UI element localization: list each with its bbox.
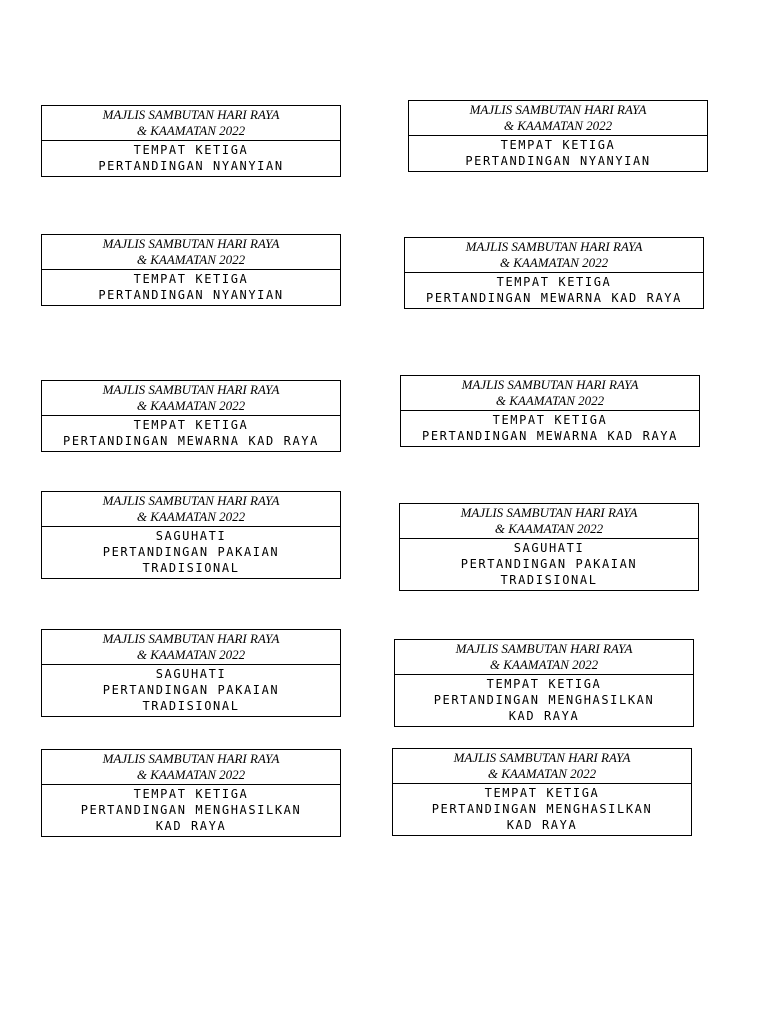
body-line-1: TEMPAT KETIGA — [496, 275, 612, 289]
body-line-3: TRADISIONAL — [142, 699, 240, 713]
label-header — [42, 630, 340, 665]
body-line-1: TEMPAT KETIGA — [133, 143, 249, 157]
header-line-2: & KAAMATAN 2022 — [136, 123, 246, 138]
header-line-2: & KAAMATAN 2022 — [495, 393, 605, 408]
label-body — [42, 665, 340, 716]
header-line-1: MAJLIS SAMBUTAN HARI RAYA — [102, 236, 280, 251]
body-line-1: TEMPAT KETIGA — [133, 787, 249, 801]
header-line-1: MAJLIS SAMBUTAN HARI RAYA — [102, 751, 280, 766]
body-line-3: TRADISIONAL — [500, 573, 598, 587]
body-line-1: TEMPAT KETIGA — [133, 418, 249, 432]
label-header — [42, 235, 340, 270]
header-line-2: & KAAMATAN 2022 — [494, 521, 604, 536]
body-line-2: PERTANDINGAN MENGHASILKAN — [433, 693, 655, 707]
label-header — [405, 238, 703, 273]
label-card-9 — [41, 629, 341, 717]
label-body — [42, 270, 340, 305]
label-card-10 — [394, 639, 694, 727]
body-line-2: PERTANDINGAN NYANYIAN — [98, 159, 284, 173]
header-line-1: MAJLIS SAMBUTAN HARI RAYA — [453, 750, 631, 765]
label-header — [409, 101, 707, 136]
header-line-2: & KAAMATAN 2022 — [499, 255, 609, 270]
body-line-1: SAGUHATI — [155, 667, 227, 681]
header-line-1: MAJLIS SAMBUTAN HARI RAYA — [465, 239, 643, 254]
body-line-1: TEMPAT KETIGA — [133, 272, 249, 286]
body-line-2: PERTANDINGAN NYANYIAN — [98, 288, 284, 302]
label-body — [395, 675, 693, 726]
label-card-12 — [392, 748, 692, 836]
header-line-1: MAJLIS SAMBUTAN HARI RAYA — [102, 631, 280, 646]
body-line-1: SAGUHATI — [155, 529, 227, 543]
body-line-2: PERTANDINGAN PAKAIAN — [102, 545, 280, 559]
header-line-1: MAJLIS SAMBUTAN HARI RAYA — [455, 641, 633, 656]
label-header — [42, 492, 340, 527]
label-card-3 — [41, 234, 341, 306]
body-line-2: PERTANDINGAN MEWARNA KAD RAYA — [63, 434, 319, 448]
header-line-2: & KAAMATAN 2022 — [136, 509, 246, 524]
label-header — [400, 504, 698, 539]
label-card-8 — [399, 503, 699, 591]
body-line-3: KAD RAYA — [506, 818, 578, 832]
label-body — [405, 273, 703, 308]
body-line-1: SAGUHATI — [513, 541, 585, 555]
label-body — [409, 136, 707, 171]
label-body — [401, 411, 699, 446]
body-line-1: TEMPAT KETIGA — [500, 138, 616, 152]
header-line-2: & KAAMATAN 2022 — [503, 118, 613, 133]
label-header — [42, 381, 340, 416]
body-line-2: PERTANDINGAN MEWARNA KAD RAYA — [422, 429, 678, 443]
header-line-2: & KAAMATAN 2022 — [136, 252, 246, 267]
label-header — [42, 106, 340, 141]
label-header — [42, 750, 340, 785]
header-line-2: & KAAMATAN 2022 — [136, 767, 246, 782]
body-line-1: TEMPAT KETIGA — [492, 413, 608, 427]
label-header — [395, 640, 693, 675]
header-line-2: & KAAMATAN 2022 — [487, 766, 597, 781]
label-body — [42, 527, 340, 578]
header-line-2: & KAAMATAN 2022 — [489, 657, 599, 672]
header-line-1: MAJLIS SAMBUTAN HARI RAYA — [460, 505, 638, 520]
header-line-2: & KAAMATAN 2022 — [136, 398, 246, 413]
label-card-5 — [41, 380, 341, 452]
header-line-1: MAJLIS SAMBUTAN HARI RAYA — [469, 102, 647, 117]
header-line-2: & KAAMATAN 2022 — [136, 647, 246, 662]
body-line-3: TRADISIONAL — [142, 561, 240, 575]
header-line-1: MAJLIS SAMBUTAN HARI RAYA — [102, 382, 280, 397]
header-line-1: MAJLIS SAMBUTAN HARI RAYA — [102, 107, 280, 122]
label-body — [393, 784, 691, 835]
body-line-2: PERTANDINGAN MENGHASILKAN — [80, 803, 302, 817]
label-card-11 — [41, 749, 341, 837]
label-body — [42, 141, 340, 176]
label-body — [42, 416, 340, 451]
label-header — [401, 376, 699, 411]
label-card-6 — [400, 375, 700, 447]
label-card-1 — [41, 105, 341, 177]
body-line-2: PERTANDINGAN MEWARNA KAD RAYA — [426, 291, 682, 305]
body-line-2: PERTANDINGAN NYANYIAN — [465, 154, 651, 168]
body-line-2: PERTANDINGAN PAKAIAN — [102, 683, 280, 697]
label-header — [393, 749, 691, 784]
body-line-2: PERTANDINGAN MENGHASILKAN — [431, 802, 653, 816]
body-line-2: PERTANDINGAN PAKAIAN — [460, 557, 638, 571]
body-line-3: KAD RAYA — [508, 709, 580, 723]
label-body — [400, 539, 698, 590]
body-line-3: KAD RAYA — [155, 819, 227, 833]
body-line-1: TEMPAT KETIGA — [484, 786, 600, 800]
header-line-1: MAJLIS SAMBUTAN HARI RAYA — [102, 493, 280, 508]
header-line-1: MAJLIS SAMBUTAN HARI RAYA — [461, 377, 639, 392]
label-card-2 — [408, 100, 708, 172]
label-card-4 — [404, 237, 704, 309]
label-card-7 — [41, 491, 341, 579]
body-line-1: TEMPAT KETIGA — [486, 677, 602, 691]
label-body — [42, 785, 340, 836]
